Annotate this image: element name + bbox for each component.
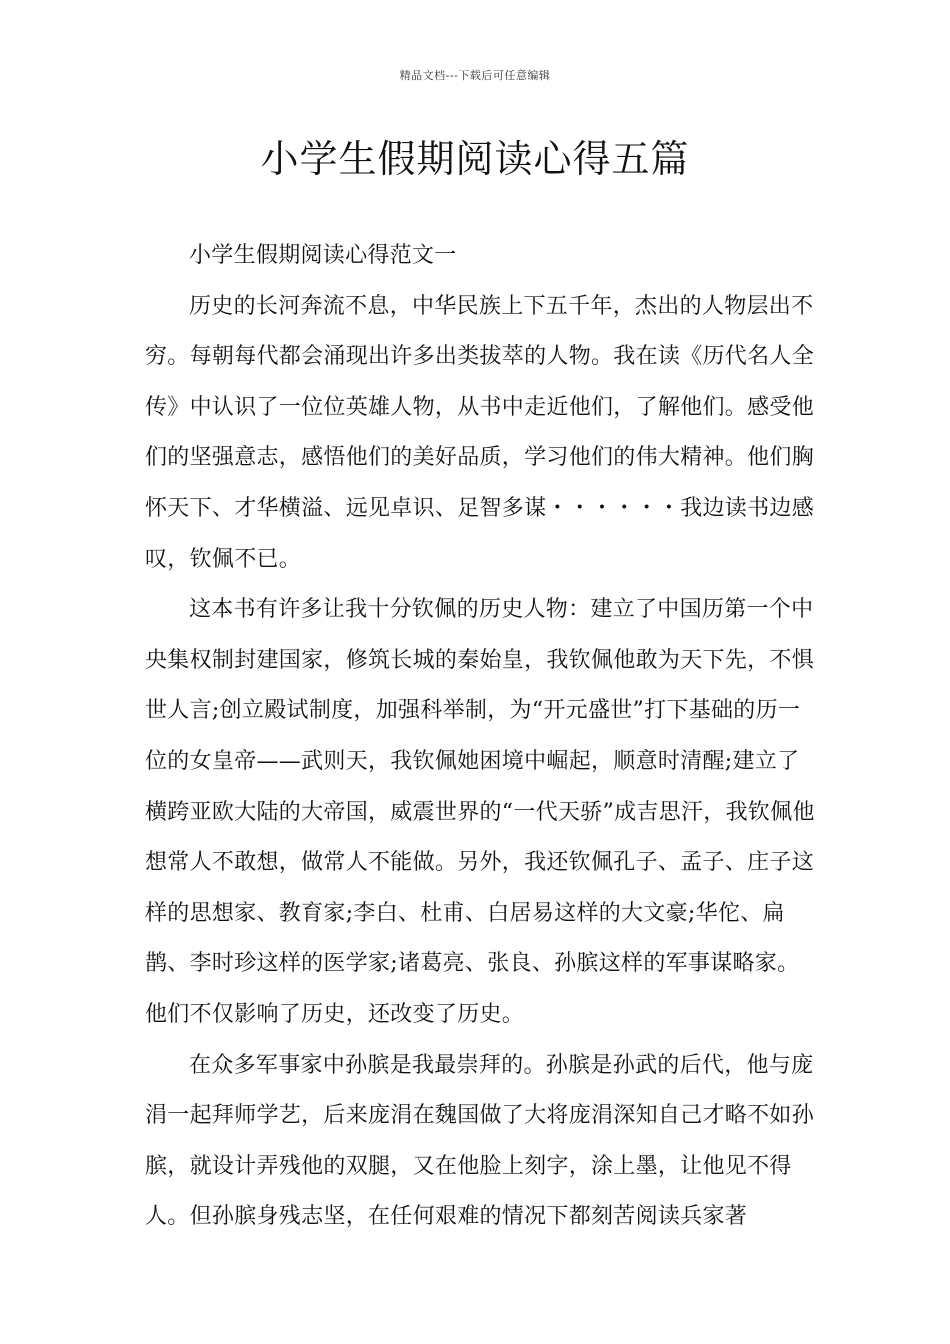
section-heading: 小学生假期阅读心得范文一 <box>189 243 457 268</box>
paragraph: 这本书有许多让我十分钦佩的历史人物：建立了中国历第一个中央集权制封建国家，修筑长城的秦始皇，我钦佩他敢为天下先，不惧世人言;创立殿试制度，加强科举制，为“开元盛世”打下基础的历一位的女皇帝——武则天，我钦佩她困境中崛起，顺意时清醒;建立了横跨亚欧大陆的大帝国，威震世界的“一代天骄”成吉思汗，我钦佩他想常人不敢想，做常人不能做。另外，我还钦佩孔子、孟子、庄子这样的思想家、教育家;李白、杜甫、白居易这样的大文豪;华佗、扁鹊、李时珍这样的医学家;诸葛亮、张良、孙膑这样的军事谋略家。他们不仅影响了历史，还改变了历史。 <box>145 597 815 1027</box>
document-body <box>145 231 821 1243</box>
paragraph: 在众多军事家中孙膑是我最崇拜的。孙膑是孙武的后代，他与庞涓一起拜师学艺，后来庞涓在魏国做了大将庞涓深知自己才略不如孙膑，就设计弄残他的双腿，又在他脸上刻字，涂上墨，让他见不得人。但孙膑身残志坚，在任何艰难的情况下都刻苦阅读兵家著 <box>145 1052 815 1230</box>
document-title: 小学生假期阅读心得五篇 <box>260 137 690 181</box>
header-note: 精品文档---下载后可任意编辑 <box>399 69 551 82</box>
paragraph: 历史的长河奔流不息，中华民族上下五千年，杰出的人物层出不穷。每朝每代都会涌现出许多出类拔萃的人物。我在读《历代名人全传》中认识了一位位英雄人物，从书中走近他们，了解他们。感受他们的坚强意志，感悟他们的美好品质，学习他们的伟大精神。他们胸怀天下、才华横溢、远见卓识、足智多谋・・・・・・我边读书边感叹，钦佩不已。 <box>145 293 815 572</box>
